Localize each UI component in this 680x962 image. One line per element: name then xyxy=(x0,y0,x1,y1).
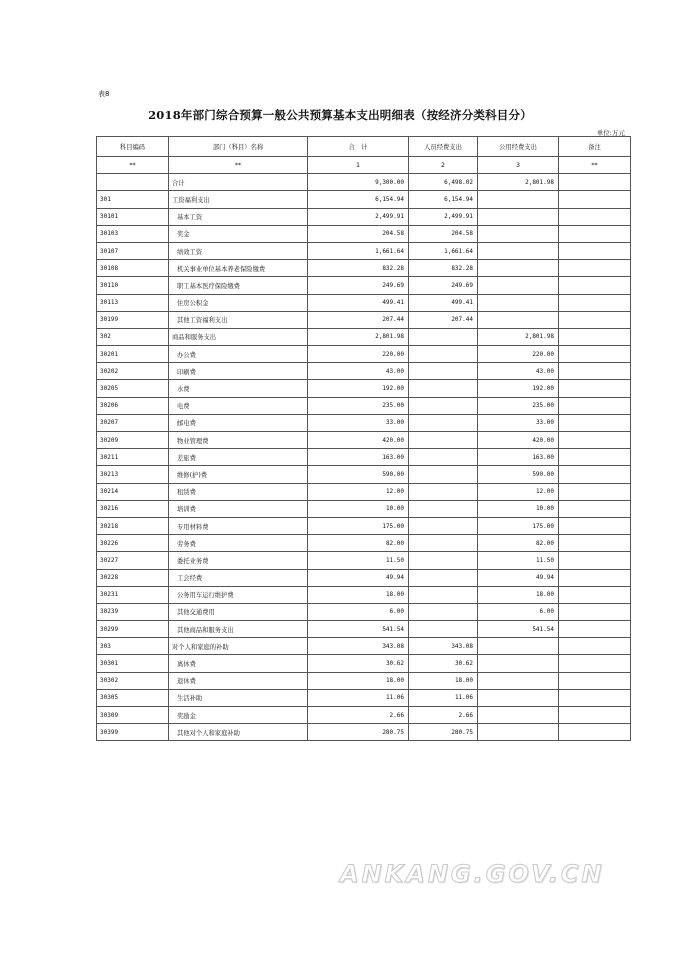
table-number: 表8 xyxy=(98,90,110,98)
cell-total: 9,300.00 xyxy=(308,174,409,191)
cell-total: 590.00 xyxy=(308,466,409,483)
cell-personnel: 1,661.64 xyxy=(409,242,478,259)
cell-code: 30202 xyxy=(97,363,169,380)
cell-public xyxy=(478,672,559,689)
site-watermark: ANKANG.GOV.CN xyxy=(340,860,605,888)
cell-remark xyxy=(559,208,631,225)
table-row xyxy=(97,346,631,363)
table-row xyxy=(97,724,631,741)
cell-code: 30103 xyxy=(97,225,169,242)
cell-public xyxy=(478,311,559,328)
cell-code: 30231 xyxy=(97,586,169,603)
cell-name: 其他工资福利支出 xyxy=(169,311,308,328)
cell-remark xyxy=(559,500,631,517)
cell-remark xyxy=(559,414,631,431)
cell-public: 163.00 xyxy=(478,449,559,466)
table-row xyxy=(97,517,631,534)
cell-name: 对个人和家庭的补助 xyxy=(169,638,308,655)
cell-total: 175.00 xyxy=(308,517,409,534)
cell-public xyxy=(478,689,559,706)
table-row xyxy=(97,707,631,724)
cell-public xyxy=(478,294,559,311)
cell-total: 49.94 xyxy=(308,569,409,586)
cell-personnel xyxy=(409,328,478,345)
cell-remark xyxy=(559,483,631,500)
cell-code: 303 xyxy=(97,638,169,655)
cell-total: 541.54 xyxy=(308,621,409,638)
cell-code: 30226 xyxy=(97,535,169,552)
cell-personnel xyxy=(409,535,478,552)
cell-remark xyxy=(559,260,631,277)
cell-name: 绩效工资 xyxy=(169,242,308,259)
table-row xyxy=(97,535,631,552)
cell-name: 合计 xyxy=(169,174,308,191)
cell-name: 劳务费 xyxy=(169,535,308,552)
cell-personnel: 499.41 xyxy=(409,294,478,311)
table-row xyxy=(97,552,631,569)
cell-personnel xyxy=(409,603,478,620)
cell-total: 249.69 xyxy=(308,277,409,294)
cell-public: 235.00 xyxy=(478,397,559,414)
cell-personnel xyxy=(409,517,478,534)
cell-remark xyxy=(559,380,631,397)
cell-name: 培训费 xyxy=(169,500,308,517)
cell-personnel xyxy=(409,621,478,638)
cell-total: 832.28 xyxy=(308,260,409,277)
cell-code: 30214 xyxy=(97,483,169,500)
cell-public: 11.50 xyxy=(478,552,559,569)
table-row xyxy=(97,483,631,500)
table-row xyxy=(97,191,631,208)
cell-remark xyxy=(559,449,631,466)
cell-remark xyxy=(559,346,631,363)
subheader-code: ** xyxy=(97,157,169,174)
cell-personnel xyxy=(409,552,478,569)
cell-code: 30239 xyxy=(97,603,169,620)
table-row xyxy=(97,466,631,483)
cell-public xyxy=(478,277,559,294)
cell-code: 30399 xyxy=(97,724,169,741)
cell-personnel: 2,499.91 xyxy=(409,208,478,225)
cell-public: 82.00 xyxy=(478,535,559,552)
cell-public xyxy=(478,208,559,225)
page-title: 2018年部门综合预算一般公共预算基本支出明细表（按经济分类科目分） xyxy=(148,108,532,122)
table-row xyxy=(97,449,631,466)
cell-personnel xyxy=(409,414,478,431)
cell-personnel: 6,498.02 xyxy=(409,174,478,191)
cell-remark xyxy=(559,603,631,620)
table-row xyxy=(97,260,631,277)
table-row xyxy=(97,397,631,414)
cell-remark xyxy=(559,432,631,449)
cell-total: 207.44 xyxy=(308,311,409,328)
table-row xyxy=(97,242,631,259)
cell-name: 电费 xyxy=(169,397,308,414)
cell-public: 12.00 xyxy=(478,483,559,500)
cell-code: 30201 xyxy=(97,346,169,363)
cell-personnel: 832.28 xyxy=(409,260,478,277)
header-remark: 备注 xyxy=(559,137,631,157)
cell-name: 住房公积金 xyxy=(169,294,308,311)
cell-code: 30199 xyxy=(97,311,169,328)
cell-name: 专用材料费 xyxy=(169,517,308,534)
cell-public xyxy=(478,707,559,724)
header-code: 科目编码 xyxy=(97,137,169,157)
cell-total: 163.00 xyxy=(308,449,409,466)
cell-public xyxy=(478,242,559,259)
cell-personnel: 30.62 xyxy=(409,655,478,672)
cell-code: 30218 xyxy=(97,517,169,534)
cell-name: 工资福利支出 xyxy=(169,191,308,208)
cell-remark xyxy=(559,586,631,603)
cell-name: 其他商品和服务支出 xyxy=(169,621,308,638)
cell-name: 办公费 xyxy=(169,346,308,363)
cell-code: 30309 xyxy=(97,707,169,724)
cell-total: 10.00 xyxy=(308,500,409,517)
cell-name: 租赁费 xyxy=(169,483,308,500)
cell-personnel xyxy=(409,449,478,466)
cell-total: 11.50 xyxy=(308,552,409,569)
cell-total: 2,499.91 xyxy=(308,208,409,225)
cell-total: 499.41 xyxy=(308,294,409,311)
cell-total: 2,801.98 xyxy=(308,328,409,345)
cell-remark xyxy=(559,311,631,328)
cell-personnel: 18.00 xyxy=(409,672,478,689)
cell-name: 差旅费 xyxy=(169,449,308,466)
cell-code: 30113 xyxy=(97,294,169,311)
subheader-public: 3 xyxy=(478,157,559,174)
cell-remark xyxy=(559,707,631,724)
cell-personnel xyxy=(409,346,478,363)
cell-total: 2.66 xyxy=(308,707,409,724)
table-row xyxy=(97,672,631,689)
cell-personnel xyxy=(409,569,478,586)
cell-personnel: 249.69 xyxy=(409,277,478,294)
cell-remark xyxy=(559,294,631,311)
cell-remark xyxy=(559,638,631,655)
cell-public: 590.00 xyxy=(478,466,559,483)
cell-code: 30107 xyxy=(97,242,169,259)
cell-public xyxy=(478,260,559,277)
cell-personnel xyxy=(409,363,478,380)
cell-code: 301 xyxy=(97,191,169,208)
cell-public: 541.54 xyxy=(478,621,559,638)
cell-remark xyxy=(559,517,631,534)
cell-public: 192.00 xyxy=(478,380,559,397)
cell-total: 204.58 xyxy=(308,225,409,242)
table-row xyxy=(97,225,631,242)
table-row xyxy=(97,380,631,397)
cell-name: 物业管理费 xyxy=(169,432,308,449)
cell-name: 生活补助 xyxy=(169,689,308,706)
cell-name: 职工基本医疗保险缴费 xyxy=(169,277,308,294)
cell-code: 30299 xyxy=(97,621,169,638)
subheader-name: ** xyxy=(169,157,308,174)
table-row xyxy=(97,432,631,449)
cell-remark xyxy=(559,242,631,259)
cell-code: 30207 xyxy=(97,414,169,431)
cell-total: 6.00 xyxy=(308,603,409,620)
cell-code: 30110 xyxy=(97,277,169,294)
subheader-row xyxy=(97,157,631,174)
cell-total: 6,154.94 xyxy=(308,191,409,208)
table-row xyxy=(97,414,631,431)
cell-public xyxy=(478,655,559,672)
cell-name: 其他对个人和家庭补助 xyxy=(169,724,308,741)
cell-public xyxy=(478,225,559,242)
table-row xyxy=(97,655,631,672)
cell-total: 82.00 xyxy=(308,535,409,552)
cell-code: 30228 xyxy=(97,569,169,586)
cell-total: 235.00 xyxy=(308,397,409,414)
cell-public: 2,801.98 xyxy=(478,174,559,191)
cell-remark xyxy=(559,655,631,672)
cell-remark xyxy=(559,397,631,414)
cell-total: 1,661.64 xyxy=(308,242,409,259)
cell-public: 6.00 xyxy=(478,603,559,620)
cell-name: 印刷费 xyxy=(169,363,308,380)
header-public: 公用经费支出 xyxy=(478,137,559,157)
cell-personnel xyxy=(409,397,478,414)
cell-name: 委托业务费 xyxy=(169,552,308,569)
cell-name: 商品和服务支出 xyxy=(169,328,308,345)
cell-total: 11.06 xyxy=(308,689,409,706)
cell-remark xyxy=(559,569,631,586)
table-row xyxy=(97,500,631,517)
cell-name: 退休费 xyxy=(169,672,308,689)
cell-personnel xyxy=(409,466,478,483)
cell-total: 12.00 xyxy=(308,483,409,500)
cell-code: 30209 xyxy=(97,432,169,449)
header-personnel: 人员经费支出 xyxy=(409,137,478,157)
cell-code: 30205 xyxy=(97,380,169,397)
cell-personnel: 204.58 xyxy=(409,225,478,242)
cell-name: 离休费 xyxy=(169,655,308,672)
cell-personnel xyxy=(409,380,478,397)
cell-remark xyxy=(559,672,631,689)
cell-code: 30305 xyxy=(97,689,169,706)
table-row xyxy=(97,328,631,345)
cell-public: 43.00 xyxy=(478,363,559,380)
cell-name: 其他交通费用 xyxy=(169,603,308,620)
cell-personnel: 207.44 xyxy=(409,311,478,328)
cell-personnel: 2.66 xyxy=(409,707,478,724)
table-row xyxy=(97,363,631,380)
cell-public: 420.00 xyxy=(478,432,559,449)
cell-public: 10.00 xyxy=(478,500,559,517)
cell-public xyxy=(478,724,559,741)
cell-personnel xyxy=(409,500,478,517)
cell-total: 220.00 xyxy=(308,346,409,363)
cell-remark xyxy=(559,225,631,242)
header-total: 合 计 xyxy=(308,137,409,157)
cell-remark xyxy=(559,724,631,741)
cell-public: 175.00 xyxy=(478,517,559,534)
cell-remark xyxy=(559,621,631,638)
table-row xyxy=(97,569,631,586)
cell-remark xyxy=(559,552,631,569)
cell-code: 30206 xyxy=(97,397,169,414)
cell-remark xyxy=(559,689,631,706)
table-row xyxy=(97,294,631,311)
cell-total: 192.00 xyxy=(308,380,409,397)
header-name: 部门（科目）名称 xyxy=(169,137,308,157)
cell-personnel: 11.06 xyxy=(409,689,478,706)
cell-code: 30216 xyxy=(97,500,169,517)
cell-public xyxy=(478,638,559,655)
cell-total: 30.62 xyxy=(308,655,409,672)
cell-code: 302 xyxy=(97,328,169,345)
cell-remark xyxy=(559,466,631,483)
budget-table xyxy=(96,136,631,741)
cell-remark xyxy=(559,535,631,552)
table-row xyxy=(97,603,631,620)
cell-public xyxy=(478,191,559,208)
cell-total: 280.75 xyxy=(308,724,409,741)
cell-personnel xyxy=(409,483,478,500)
cell-code: 30211 xyxy=(97,449,169,466)
table-row xyxy=(97,208,631,225)
cell-code: 30101 xyxy=(97,208,169,225)
cell-public: 18.00 xyxy=(478,586,559,603)
table-row xyxy=(97,621,631,638)
cell-code xyxy=(97,174,169,191)
cell-total: 420.00 xyxy=(308,432,409,449)
cell-code: 30227 xyxy=(97,552,169,569)
cell-total: 33.00 xyxy=(308,414,409,431)
cell-code: 30301 xyxy=(97,655,169,672)
table-row xyxy=(97,586,631,603)
cell-total: 18.00 xyxy=(308,586,409,603)
cell-personnel: 280.75 xyxy=(409,724,478,741)
cell-total: 343.08 xyxy=(308,638,409,655)
table-row xyxy=(97,174,631,191)
table-row xyxy=(97,277,631,294)
cell-remark xyxy=(559,277,631,294)
cell-code: 30108 xyxy=(97,260,169,277)
cell-code: 30213 xyxy=(97,466,169,483)
cell-remark xyxy=(559,328,631,345)
unit-label: 单位:万元 xyxy=(596,129,625,137)
subheader-personnel: 2 xyxy=(409,157,478,174)
cell-total: 18.00 xyxy=(308,672,409,689)
cell-total: 43.00 xyxy=(308,363,409,380)
cell-personnel xyxy=(409,432,478,449)
cell-public: 2,801.98 xyxy=(478,328,559,345)
cell-public: 49.94 xyxy=(478,569,559,586)
cell-remark xyxy=(559,363,631,380)
cell-name: 基本工资 xyxy=(169,208,308,225)
cell-name: 机关事业单位基本养老保险缴费 xyxy=(169,260,308,277)
cell-name: 水费 xyxy=(169,380,308,397)
table-row xyxy=(97,689,631,706)
cell-name: 奖金 xyxy=(169,225,308,242)
cell-public: 220.00 xyxy=(478,346,559,363)
header-row xyxy=(97,137,631,157)
cell-remark xyxy=(559,174,631,191)
table-row xyxy=(97,638,631,655)
cell-code: 30302 xyxy=(97,672,169,689)
cell-name: 奖励金 xyxy=(169,707,308,724)
table-row xyxy=(97,311,631,328)
cell-name: 维修(护)费 xyxy=(169,466,308,483)
cell-personnel: 6,154.94 xyxy=(409,191,478,208)
cell-public: 33.00 xyxy=(478,414,559,431)
cell-name: 公务用车运行维护费 xyxy=(169,586,308,603)
cell-name: 邮电费 xyxy=(169,414,308,431)
cell-personnel: 343.08 xyxy=(409,638,478,655)
subheader-total: 1 xyxy=(308,157,409,174)
cell-personnel xyxy=(409,586,478,603)
cell-remark xyxy=(559,191,631,208)
cell-name: 工会经费 xyxy=(169,569,308,586)
subheader-remark: ** xyxy=(559,157,631,174)
